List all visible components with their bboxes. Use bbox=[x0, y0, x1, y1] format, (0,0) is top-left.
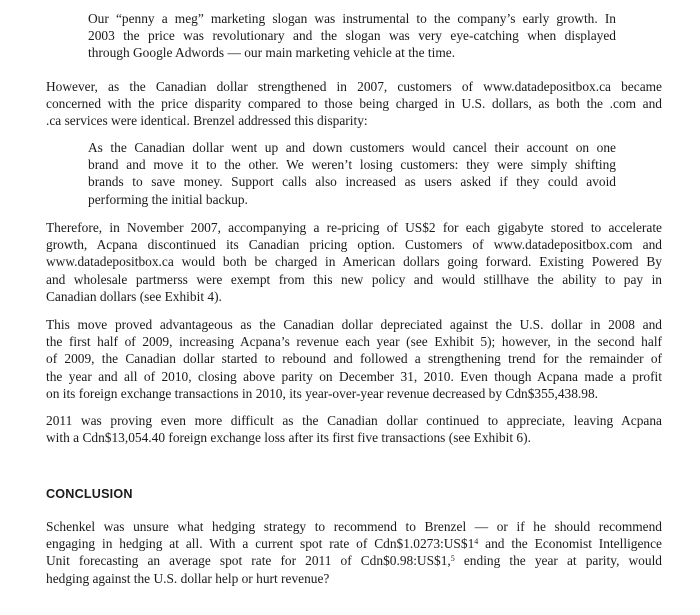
text-line: on its foreign exchange transactions in 2010, its year-over-year revenue decreased by Cdn$355,438.98. bbox=[46, 385, 599, 401]
text-line: www.datadepositbox.ca would both be charged in American dollars going forward. Existing Powered By bbox=[46, 254, 662, 270]
text-line: 2003 the price was revolutionary and the slogan was very eye-catching when displayed bbox=[88, 28, 616, 44]
conclusion-heading: CONCLUSION bbox=[46, 487, 133, 501]
text-line: Therefore, in November 2007, accompanying a re-pricing of US$2 for each gigabyte stored to accelerate bbox=[46, 220, 662, 235]
footnote-marker: 5 bbox=[450, 554, 455, 564]
text-line: hedging against the U.S. dollar help or hurt revenue? bbox=[46, 570, 330, 586]
text-line: brand and move it to the other. We weren’t losing customers: they were simply shifting bbox=[88, 157, 616, 173]
text-run: Unit forecasting an average spot rate for 2011 of Cdn$0.98:US$1, bbox=[46, 553, 451, 569]
text-run: and the Economist Intelligence bbox=[478, 536, 663, 552]
text-line bbox=[46, 535, 662, 552]
paragraph-depreciation bbox=[46, 316, 662, 402]
text-line: This move proved advantageous as the Canadian dollar depreciated against the U.S. dollar in 2008 and bbox=[46, 317, 662, 332]
text-line: .ca services were identical. Brenzel addressed this disparity: bbox=[46, 113, 368, 129]
text-line: growth, Acpana discontinued its Canadian pricing option. Customers of www.datadepositbox.com and bbox=[46, 237, 662, 253]
text-line: of 2009, the Canadian dollar started to rebound and followed a strengthening trend for the remainder of bbox=[46, 351, 662, 367]
text-line: As the Canadian dollar went up and down customers would cancel their account on one bbox=[88, 140, 616, 155]
quote-paragraph-penny-a-meg bbox=[88, 10, 616, 62]
text-run: ending the year at parity, would bbox=[454, 553, 662, 569]
text-line: brands to save money. Support calls also increased as users asked if they could avoid bbox=[88, 174, 616, 190]
text-line: the first half of 2009, increasing Acpana’s revenue each year (see Exhibit 5); however, in the second half bbox=[46, 334, 662, 350]
text-run: engaging in hedging at all. With a current spot rate of Cdn$1.0273:US$1 bbox=[46, 536, 475, 552]
text-line: However, as the Canadian dollar strengthened in 2007, customers of www.datadepositbox.ca became bbox=[46, 79, 662, 94]
text-line bbox=[46, 552, 662, 569]
paragraph-conclusion bbox=[46, 518, 662, 587]
text-line: and wholesale partmerss were exempt from this new policy and would stillhave the ability to pay in bbox=[46, 271, 662, 287]
paragraph-repricing bbox=[46, 219, 662, 305]
quote-paragraph-brenzel bbox=[88, 139, 616, 208]
paragraph-2011-difficult bbox=[46, 412, 662, 446]
text-line: 2011 was proving even more difficult as the Canadian dollar continued to appreciate, leaving Acpana bbox=[46, 413, 662, 428]
text-line: the year and all of 2010, closing above parity on December 31, 2010. Even though Acpana made a profit bbox=[46, 368, 662, 384]
text-line: performing the initial backup. bbox=[88, 191, 248, 207]
text-line: Schenkel was unsure what hedging strategy to recommend to Brenzel — or if he should recommend bbox=[46, 519, 662, 534]
text-line: Our “penny a meg” marketing slogan was instrumental to the company’s early growth. In bbox=[88, 11, 616, 26]
text-line: with a Cdn$13,054.40 foreign exchange loss after its first five transactions (see Exhibit 6). bbox=[46, 430, 531, 446]
text-line: through Google Adwords — our main marketing vehicle at the time. bbox=[88, 45, 456, 61]
footnote-marker: 4 bbox=[474, 537, 479, 547]
text-line: concerned with the price disparity compared to those being charged in U.S. dollars, as both the .com and bbox=[46, 96, 662, 112]
text-line: Canadian dollars (see Exhibit 4). bbox=[46, 288, 222, 304]
paragraph-canadian-dollar-strengthened bbox=[46, 78, 662, 130]
